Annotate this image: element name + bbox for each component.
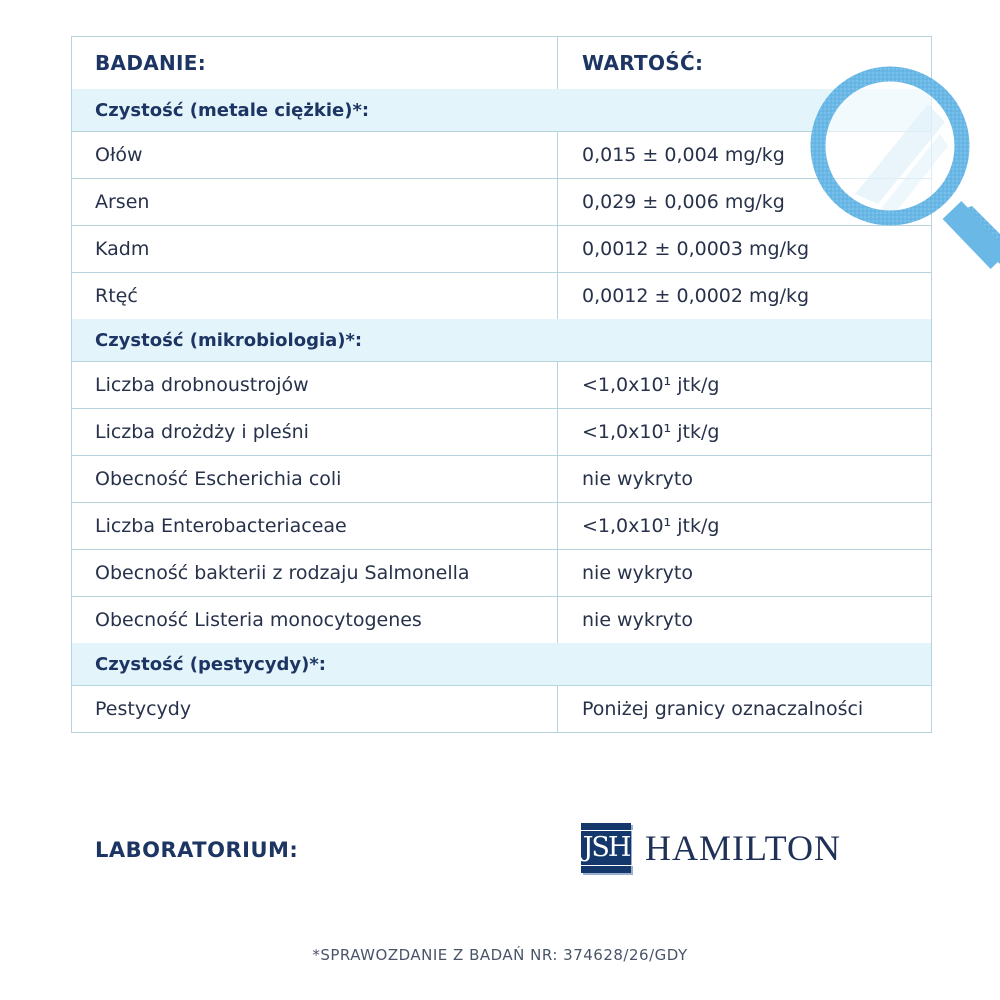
test-name: Liczba drobnoustrojów — [72, 362, 558, 408]
test-name: Obecność bakterii z rodzaju Salmonella — [72, 550, 558, 596]
table-row — [72, 408, 931, 455]
magnifier-icon — [800, 64, 1000, 274]
table-row — [72, 272, 931, 319]
table-row — [72, 361, 931, 408]
section-title: Czystość (metale ciężkie)*: — [95, 99, 370, 121]
test-value: nie wykryto — [582, 562, 693, 584]
logo-monogram-box — [581, 823, 631, 873]
section-title: Czystość (pestycydy)*: — [95, 653, 326, 675]
table-row — [72, 596, 931, 643]
test-value: 0,015 ± 0,004 mg/kg — [582, 144, 785, 166]
test-value: nie wykryto — [582, 609, 693, 631]
section-pesticides — [72, 643, 931, 685]
test-name: Obecność Escherichia coli — [72, 456, 558, 502]
table-row — [72, 685, 931, 732]
test-name: Rtęć — [72, 273, 558, 319]
test-value: <1,0x10¹ jtk/g — [582, 515, 720, 537]
table-row — [72, 549, 931, 596]
test-name: Ołów — [72, 132, 558, 178]
logo-monogram: JSH — [579, 830, 634, 866]
test-name: Pestycydy — [72, 686, 558, 732]
test-value: <1,0x10¹ jtk/g — [582, 374, 720, 396]
test-value: 0,029 ± 0,006 mg/kg — [582, 191, 785, 213]
test-value: nie wykryto — [582, 468, 693, 490]
section-title: Czystość (mikrobiologia)*: — [95, 329, 363, 351]
test-value: 0,0012 ± 0,0003 mg/kg — [582, 238, 810, 260]
table-row — [72, 502, 931, 549]
test-name: Kadm — [72, 226, 558, 272]
test-name: Arsen — [72, 179, 558, 225]
table-row — [72, 455, 931, 502]
test-name: Liczba Enterobacteriaceae — [72, 503, 558, 549]
logo-wordmark: HAMILTON — [645, 828, 842, 868]
header-test: BADANIE: — [72, 37, 558, 89]
hamilton-logo — [581, 823, 841, 873]
test-value: 0,0012 ± 0,0002 mg/kg — [582, 285, 810, 307]
laboratory-label: LABORATORIUM: — [95, 838, 299, 862]
test-name: Obecność Listeria monocytogenes — [72, 597, 558, 643]
test-value: Poniżej granicy oznaczalności — [582, 698, 864, 720]
section-microbiology — [72, 319, 931, 361]
report-footnote: *SPRAWOZDANIE Z BADAŃ NR: 374628/26/GDY — [312, 946, 688, 964]
test-name: Liczba drożdży i pleśni — [72, 409, 558, 455]
header-value: WARTOŚĆ: — [582, 51, 704, 75]
test-value: <1,0x10¹ jtk/g — [582, 421, 720, 443]
